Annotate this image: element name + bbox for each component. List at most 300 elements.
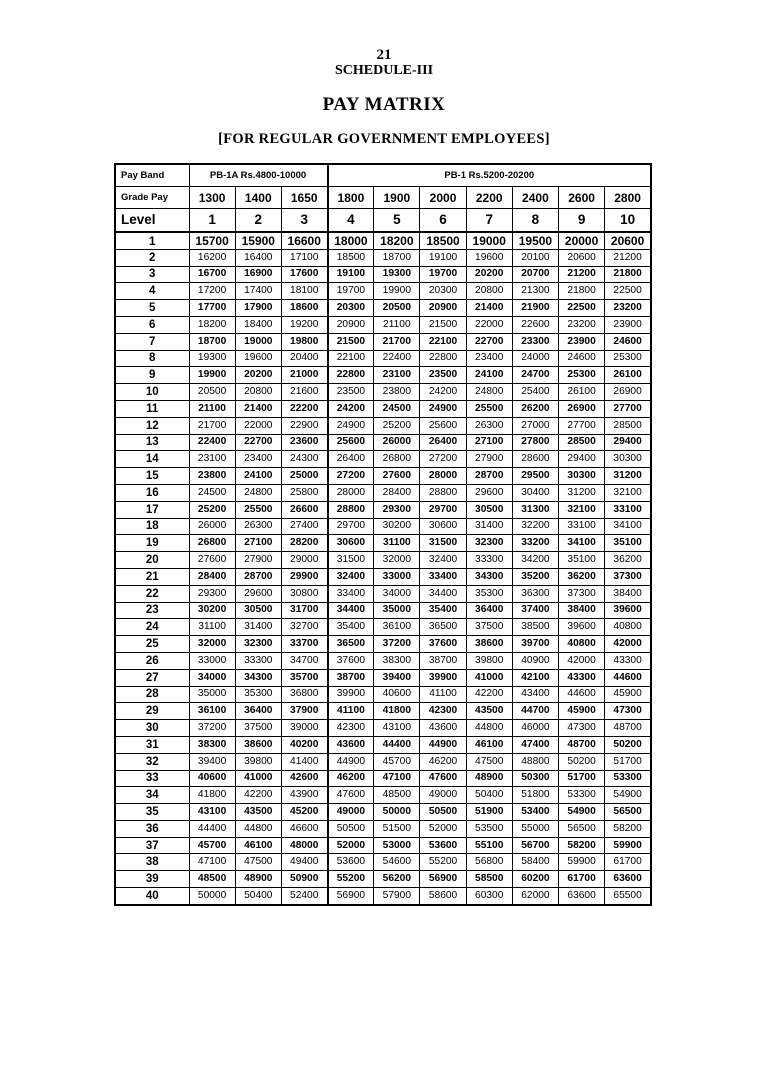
pay-cell: 45200 xyxy=(281,804,327,821)
pay-cell: 41400 xyxy=(281,753,327,770)
pay-cell: 22800 xyxy=(420,350,466,367)
pay-cell: 51800 xyxy=(512,787,558,804)
table-row xyxy=(115,400,651,417)
pay-cell: 37300 xyxy=(605,568,651,585)
pay-cell: 19600 xyxy=(466,249,512,266)
pay-cell: 28500 xyxy=(605,417,651,434)
pay-cell: 28700 xyxy=(466,468,512,485)
pay-cell: 20200 xyxy=(235,367,281,384)
pay-cell: 56500 xyxy=(559,820,605,837)
pay-cell: 21700 xyxy=(189,417,235,434)
pay-cell: 53400 xyxy=(512,804,558,821)
pay-cell: 51700 xyxy=(559,770,605,787)
level-number: 4 xyxy=(328,209,374,233)
pay-cell: 37500 xyxy=(235,720,281,737)
pay-cell: 39800 xyxy=(235,753,281,770)
pay-cell: 34400 xyxy=(328,602,374,619)
pay-cell: 58400 xyxy=(512,854,558,871)
pay-cell: 20500 xyxy=(189,384,235,401)
pay-cell: 28000 xyxy=(328,484,374,501)
level-number: 2 xyxy=(235,209,281,233)
pay-cell: 36400 xyxy=(466,602,512,619)
page-number: 21 xyxy=(376,47,392,63)
pay-cell: 23100 xyxy=(189,451,235,468)
pay-cell: 19000 xyxy=(466,232,512,249)
grade-pay-value: 1300 xyxy=(189,187,235,209)
pay-cell: 38600 xyxy=(235,736,281,753)
pay-cell: 49400 xyxy=(281,854,327,871)
pay-cell: 26300 xyxy=(466,417,512,434)
pay-cell: 31200 xyxy=(605,468,651,485)
pay-cell: 28600 xyxy=(512,451,558,468)
pay-cell: 51500 xyxy=(374,820,420,837)
pay-cell: 31500 xyxy=(328,552,374,569)
table-row xyxy=(115,333,651,350)
pay-cell: 34100 xyxy=(559,535,605,552)
pay-cell: 37300 xyxy=(559,585,605,602)
pay-cell: 27000 xyxy=(512,417,558,434)
pay-cell: 58200 xyxy=(559,837,605,854)
pay-cell: 55100 xyxy=(466,837,512,854)
pay-cell: 19900 xyxy=(189,367,235,384)
level-label: Level xyxy=(115,209,189,233)
pay-cell: 20700 xyxy=(512,266,558,283)
level-number: 10 xyxy=(605,209,651,233)
row-index: 13 xyxy=(115,434,189,451)
pay-cell: 41000 xyxy=(235,770,281,787)
pay-cell: 21900 xyxy=(512,300,558,317)
pay-cell: 21500 xyxy=(328,333,374,350)
pay-cell: 44800 xyxy=(235,820,281,837)
pay-cell: 42200 xyxy=(466,686,512,703)
pay-cell: 33200 xyxy=(512,535,558,552)
row-index: 15 xyxy=(115,468,189,485)
row-index: 10 xyxy=(115,384,189,401)
pay-cell: 25600 xyxy=(328,434,374,451)
pay-cell: 55000 xyxy=(512,820,558,837)
row-index: 40 xyxy=(115,888,189,905)
pay-cell: 28000 xyxy=(420,468,466,485)
pay-cell: 46000 xyxy=(512,720,558,737)
pay-cell: 55200 xyxy=(420,854,466,871)
table-row xyxy=(115,770,651,787)
level-number: 9 xyxy=(559,209,605,233)
pay-cell: 47600 xyxy=(328,787,374,804)
pay-cell: 44900 xyxy=(328,753,374,770)
pay-cell: 39900 xyxy=(328,686,374,703)
pay-cell: 25200 xyxy=(374,417,420,434)
pay-cell: 21400 xyxy=(466,300,512,317)
pay-cell: 21800 xyxy=(559,283,605,300)
pay-cell: 32200 xyxy=(512,518,558,535)
table-row xyxy=(115,552,651,569)
pay-cell: 17400 xyxy=(235,283,281,300)
pay-cell: 29700 xyxy=(328,518,374,535)
pay-cell: 19700 xyxy=(420,266,466,283)
pay-cell: 18000 xyxy=(328,232,374,249)
pay-cell: 52400 xyxy=(281,888,327,905)
table-row xyxy=(115,451,651,468)
table-row xyxy=(115,753,651,770)
pay-cell: 26000 xyxy=(189,518,235,535)
pay-cell: 32100 xyxy=(559,501,605,518)
pay-cell: 35000 xyxy=(189,686,235,703)
pay-cell: 59900 xyxy=(559,854,605,871)
table-row xyxy=(115,837,651,854)
pay-cell: 16600 xyxy=(281,232,327,249)
pay-cell: 25400 xyxy=(512,384,558,401)
pay-cell: 30300 xyxy=(559,468,605,485)
pay-cell: 47400 xyxy=(512,736,558,753)
pay-cell: 39800 xyxy=(466,652,512,669)
pay-cell: 37200 xyxy=(189,720,235,737)
row-index: 2 xyxy=(115,249,189,266)
pay-cell: 24900 xyxy=(420,400,466,417)
pay-cell: 17200 xyxy=(189,283,235,300)
pay-cell: 24800 xyxy=(235,484,281,501)
pay-cell: 19300 xyxy=(189,350,235,367)
pay-cell: 63600 xyxy=(605,871,651,888)
pay-cell: 48800 xyxy=(512,753,558,770)
pay-cell: 30600 xyxy=(328,535,374,552)
pay-cell: 27700 xyxy=(559,417,605,434)
table-row xyxy=(115,568,651,585)
pay-cell: 47500 xyxy=(466,753,512,770)
pay-cell: 36500 xyxy=(328,636,374,653)
grade-pay-label: Grade Pay xyxy=(115,187,189,209)
pay-cell: 35200 xyxy=(512,568,558,585)
table-row xyxy=(115,417,651,434)
pay-cell: 43100 xyxy=(189,804,235,821)
pay-cell: 24600 xyxy=(605,333,651,350)
pay-cell: 53000 xyxy=(374,837,420,854)
row-index: 9 xyxy=(115,367,189,384)
pay-cell: 20100 xyxy=(512,249,558,266)
grade-pay-value: 1900 xyxy=(374,187,420,209)
pay-cell: 29900 xyxy=(281,568,327,585)
row-index: 20 xyxy=(115,552,189,569)
pay-cell: 31500 xyxy=(420,535,466,552)
pay-cell: 43500 xyxy=(235,804,281,821)
pay-cell: 50300 xyxy=(512,770,558,787)
pay-cell: 20800 xyxy=(466,283,512,300)
pay-cell: 38400 xyxy=(605,585,651,602)
pay-cell: 41800 xyxy=(374,703,420,720)
pay-matrix-body xyxy=(115,164,651,905)
table-row xyxy=(115,232,651,249)
row-index: 8 xyxy=(115,350,189,367)
pay-cell: 26800 xyxy=(374,451,420,468)
pay-cell: 43100 xyxy=(374,720,420,737)
table-row xyxy=(115,619,651,636)
pay-cell: 25500 xyxy=(235,501,281,518)
table-row xyxy=(115,871,651,888)
pay-cell: 22100 xyxy=(328,350,374,367)
pay-cell: 32300 xyxy=(466,535,512,552)
table-row xyxy=(115,602,651,619)
pay-cell: 43300 xyxy=(605,652,651,669)
pay-cell: 43900 xyxy=(281,787,327,804)
pay-cell: 47600 xyxy=(420,770,466,787)
pay-cell: 65500 xyxy=(605,888,651,905)
pay-cell: 34400 xyxy=(420,585,466,602)
pay-cell: 30800 xyxy=(281,585,327,602)
row-index: 28 xyxy=(115,686,189,703)
pay-cell: 34200 xyxy=(512,552,558,569)
pay-cell: 16400 xyxy=(235,249,281,266)
pay-cell: 21300 xyxy=(512,283,558,300)
row-index: 7 xyxy=(115,333,189,350)
pay-cell: 30200 xyxy=(374,518,420,535)
pay-cell: 23500 xyxy=(420,367,466,384)
pay-cell: 33100 xyxy=(559,518,605,535)
pay-cell: 24000 xyxy=(512,350,558,367)
pay-cell: 39600 xyxy=(559,619,605,636)
pay-cell: 22400 xyxy=(374,350,420,367)
pay-cell: 24600 xyxy=(559,350,605,367)
pay-cell: 17100 xyxy=(281,249,327,266)
table-row xyxy=(115,720,651,737)
pay-cell: 15900 xyxy=(235,232,281,249)
pay-cell: 41100 xyxy=(420,686,466,703)
pay-cell: 26000 xyxy=(374,434,420,451)
pay-cell: 35400 xyxy=(420,602,466,619)
pay-cell: 29700 xyxy=(420,501,466,518)
row-index: 3 xyxy=(115,266,189,283)
pay-cell: 44800 xyxy=(466,720,512,737)
pay-cell: 41800 xyxy=(189,787,235,804)
pay-cell: 27400 xyxy=(281,518,327,535)
pay-cell: 18100 xyxy=(281,283,327,300)
pay-cell: 24200 xyxy=(328,400,374,417)
row-index: 22 xyxy=(115,585,189,602)
pay-cell: 50400 xyxy=(235,888,281,905)
pay-cell: 24800 xyxy=(466,384,512,401)
pay-cell: 24500 xyxy=(374,400,420,417)
pay-cell: 39400 xyxy=(189,753,235,770)
pay-cell: 44900 xyxy=(420,736,466,753)
pay-cell: 43500 xyxy=(466,703,512,720)
pay-cell: 47300 xyxy=(559,720,605,737)
pay-cell: 33700 xyxy=(281,636,327,653)
pay-cell: 27800 xyxy=(512,434,558,451)
pay-cell: 49000 xyxy=(328,804,374,821)
pay-cell: 46100 xyxy=(466,736,512,753)
grade-pay-value: 1650 xyxy=(281,187,327,209)
pay-cell: 28400 xyxy=(374,484,420,501)
pay-cell: 56900 xyxy=(420,871,466,888)
pay-cell: 20500 xyxy=(374,300,420,317)
pay-cell: 38300 xyxy=(374,652,420,669)
page-title: PAY MATRIX xyxy=(322,94,446,115)
pay-band-label: Pay Band xyxy=(115,164,189,187)
pay-cell: 28700 xyxy=(235,568,281,585)
pay-cell: 25300 xyxy=(605,350,651,367)
pay-cell: 37400 xyxy=(512,602,558,619)
level-number: 3 xyxy=(281,209,327,233)
pay-cell: 26300 xyxy=(235,518,281,535)
pay-cell: 24100 xyxy=(466,367,512,384)
row-index: 4 xyxy=(115,283,189,300)
pay-cell: 32100 xyxy=(605,484,651,501)
table-row xyxy=(115,535,651,552)
pay-cell: 61700 xyxy=(605,854,651,871)
page-subtitle: [FOR REGULAR GOVERNMENT EMPLOYEES] xyxy=(218,131,550,147)
pay-cell: 29400 xyxy=(559,451,605,468)
row-index: 34 xyxy=(115,787,189,804)
pay-cell: 28400 xyxy=(189,568,235,585)
table-row xyxy=(115,652,651,669)
pay-cell: 29400 xyxy=(605,434,651,451)
row-index: 30 xyxy=(115,720,189,737)
pay-cell: 37200 xyxy=(374,636,420,653)
pay-cell: 22400 xyxy=(189,434,235,451)
pay-cell: 25600 xyxy=(420,417,466,434)
pay-cell: 35100 xyxy=(559,552,605,569)
level-number: 7 xyxy=(466,209,512,233)
table-row xyxy=(115,787,651,804)
pay-cell: 18200 xyxy=(374,232,420,249)
pay-cell: 53300 xyxy=(605,770,651,787)
pay-cell: 48900 xyxy=(466,770,512,787)
pay-cell: 34300 xyxy=(466,568,512,585)
table-row xyxy=(115,249,651,266)
table-row xyxy=(115,888,651,905)
table-row xyxy=(115,636,651,653)
pay-cell: 50000 xyxy=(374,804,420,821)
pay-cell: 30600 xyxy=(420,518,466,535)
pay-cell: 50500 xyxy=(328,820,374,837)
row-index: 25 xyxy=(115,636,189,653)
grade-pay-value: 2000 xyxy=(420,187,466,209)
pay-cell: 33300 xyxy=(466,552,512,569)
pay-cell: 50200 xyxy=(559,753,605,770)
pay-cell: 36300 xyxy=(512,585,558,602)
pay-cell: 29300 xyxy=(189,585,235,602)
pay-cell: 33300 xyxy=(235,652,281,669)
pay-cell: 36100 xyxy=(374,619,420,636)
table-row xyxy=(115,518,651,535)
pay-cell: 27200 xyxy=(328,468,374,485)
table-row xyxy=(115,316,651,333)
pay-cell: 24300 xyxy=(281,451,327,468)
pay-cell: 33400 xyxy=(328,585,374,602)
pay-cell: 15700 xyxy=(189,232,235,249)
table-row xyxy=(115,350,651,367)
level-row xyxy=(115,209,651,233)
table-row xyxy=(115,804,651,821)
pay-cell: 44400 xyxy=(374,736,420,753)
pay-cell: 19100 xyxy=(328,266,374,283)
pay-cell: 23900 xyxy=(559,333,605,350)
grade-pay-value: 2600 xyxy=(559,187,605,209)
pay-cell: 56700 xyxy=(512,837,558,854)
pay-cell: 38500 xyxy=(512,619,558,636)
pay-cell: 58600 xyxy=(420,888,466,905)
grade-pay-value: 1400 xyxy=(235,187,281,209)
row-index: 37 xyxy=(115,837,189,854)
pay-cell: 35100 xyxy=(605,535,651,552)
table-row xyxy=(115,820,651,837)
pay-cell: 60200 xyxy=(512,871,558,888)
pay-cell: 27900 xyxy=(235,552,281,569)
pay-cell: 21500 xyxy=(420,316,466,333)
pay-cell: 33000 xyxy=(374,568,420,585)
pay-cell: 59900 xyxy=(605,837,651,854)
pay-cell: 54900 xyxy=(559,804,605,821)
pay-cell: 23100 xyxy=(374,367,420,384)
pay-cell: 53600 xyxy=(328,854,374,871)
row-index: 36 xyxy=(115,820,189,837)
table-row xyxy=(115,501,651,518)
pay-cell: 20900 xyxy=(420,300,466,317)
pay-cell: 43300 xyxy=(559,669,605,686)
pay-cell: 40600 xyxy=(189,770,235,787)
pay-cell: 22700 xyxy=(466,333,512,350)
row-index: 33 xyxy=(115,770,189,787)
pay-cell: 48000 xyxy=(281,837,327,854)
pay-cell: 58200 xyxy=(605,820,651,837)
pay-cell: 24700 xyxy=(512,367,558,384)
table-row xyxy=(115,283,651,300)
row-index: 6 xyxy=(115,316,189,333)
row-index: 38 xyxy=(115,854,189,871)
pay-cell: 20800 xyxy=(235,384,281,401)
row-index: 29 xyxy=(115,703,189,720)
pay-cell: 21000 xyxy=(281,367,327,384)
pay-cell: 38400 xyxy=(559,602,605,619)
pay-cell: 28800 xyxy=(420,484,466,501)
pay-cell: 26800 xyxy=(189,535,235,552)
pay-cell: 21400 xyxy=(235,400,281,417)
pay-cell: 23600 xyxy=(281,434,327,451)
pay-cell: 20400 xyxy=(281,350,327,367)
pay-cell: 21600 xyxy=(281,384,327,401)
pay-cell: 39000 xyxy=(281,720,327,737)
pay-cell: 36500 xyxy=(420,619,466,636)
pay-cell: 37600 xyxy=(420,636,466,653)
pay-cell: 48500 xyxy=(374,787,420,804)
pay-cell: 47100 xyxy=(374,770,420,787)
pay-cell: 30400 xyxy=(512,484,558,501)
pay-cell: 32400 xyxy=(420,552,466,569)
pay-cell: 23800 xyxy=(374,384,420,401)
pay-cell: 29500 xyxy=(512,468,558,485)
pay-cell: 30500 xyxy=(466,501,512,518)
pay-cell: 47500 xyxy=(235,854,281,871)
pay-cell: 58500 xyxy=(466,871,512,888)
pay-cell: 50400 xyxy=(466,787,512,804)
pay-cell: 35400 xyxy=(328,619,374,636)
pay-cell: 47100 xyxy=(189,854,235,871)
pay-cell: 22000 xyxy=(235,417,281,434)
row-index: 1 xyxy=(115,232,189,249)
pay-cell: 39600 xyxy=(605,602,651,619)
grade-pay-value: 2800 xyxy=(605,187,651,209)
table-row xyxy=(115,669,651,686)
pay-cell: 21800 xyxy=(605,266,651,283)
pay-cell: 50500 xyxy=(420,804,466,821)
pay-cell: 38300 xyxy=(189,736,235,753)
pay-cell: 40900 xyxy=(512,652,558,669)
pay-cell: 19300 xyxy=(374,266,420,283)
pay-cell: 44700 xyxy=(512,703,558,720)
pay-cell: 40600 xyxy=(374,686,420,703)
pay-cell: 44600 xyxy=(605,669,651,686)
pay-cell: 36200 xyxy=(559,568,605,585)
pay-band-name: PB-1 Rs.5200-20200 xyxy=(328,164,651,187)
pay-cell: 41000 xyxy=(466,669,512,686)
